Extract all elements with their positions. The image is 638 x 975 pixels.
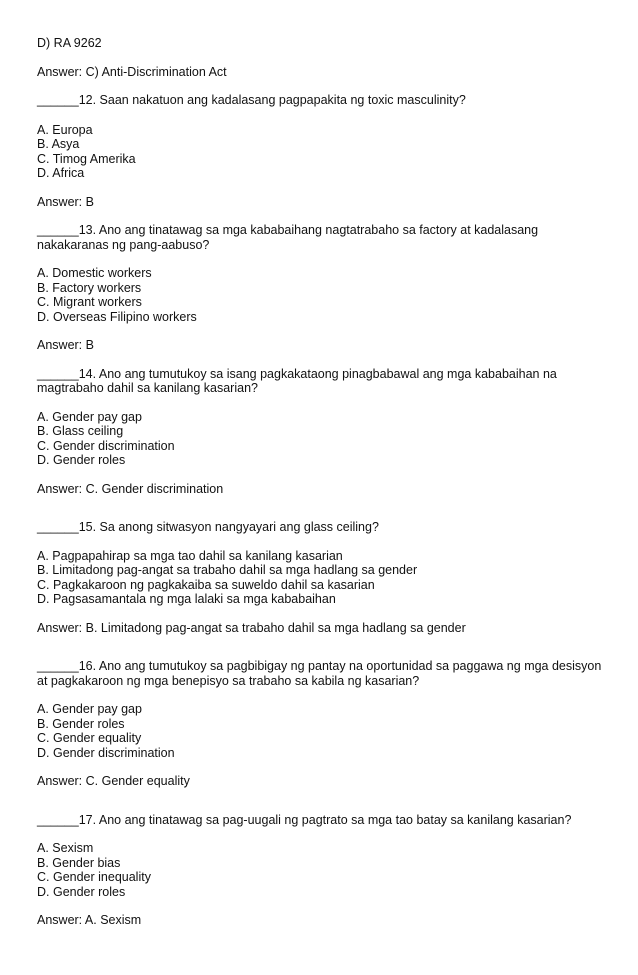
option-a: A. Domestic workers	[37, 266, 152, 280]
option-d: D. Gender discrimination	[37, 745, 175, 760]
option-d-prev: D) RA 9262	[37, 36, 102, 50]
option-c: C. Gender inequality	[37, 870, 151, 884]
answer-14: Answer: C. Gender discrimination	[37, 481, 224, 496]
option-d: D. Gender roles	[37, 884, 126, 899]
options-15	[37, 549, 607, 607]
question-17: ______17. Ano ang tinatawag sa pag-uugali ng pagtrato sa mga tao batay sa kanilang kasarian?	[37, 812, 572, 827]
option-c: C. Migrant workers	[37, 295, 142, 309]
option-a: A. Gender pay gap	[37, 702, 142, 716]
question-15: ______15. Sa anong sitwasyon nangyayari ang glass ceiling?	[37, 520, 379, 534]
answer-15: Answer: B. Limitadong pag-angat sa trabaho dahil sa mga hadlang sa gender	[37, 620, 466, 635]
question-12: ______12. Saan nakatuon ang kadalasang pagpapakita ng toxic masculinity?	[37, 93, 466, 107]
option-b: B. Limitadong pag-angat sa trabaho dahil sa mga hadlang sa gender	[37, 563, 418, 577]
options-16	[37, 702, 607, 760]
option-a: A. Sexism	[37, 841, 94, 855]
question-13: ______13. Ano ang tinatawag sa mga kababaihang nagtatrabaho sa factory at kadalasang nakakaranas ng pang-aabuso?	[37, 223, 542, 252]
options-17	[37, 841, 607, 899]
question-14: ______14. Ano ang tumutukoy sa isang pagkakataong pinagbabawal ang mga kababaihan na magtrabaho dahil sa kanilang kasarian?	[37, 366, 561, 395]
option-b: B. Gender bias	[37, 855, 121, 870]
option-c: C. Timog Amerika	[37, 151, 136, 166]
options-14	[37, 410, 607, 468]
question-16: ______16. Ano ang tumutukoy sa pagbibigay ng pantay na oportunidad sa paggawa ng mga desisyon at pagkakaroon ng mga benepisyo sa trabaho sa kabila ng kasarian?	[37, 659, 605, 688]
answer-12: Answer: B	[37, 194, 94, 209]
answer-17: Answer: A. Sexism	[37, 913, 142, 927]
options-13	[37, 266, 607, 324]
option-d: D. Pagsasamantala ng mga lalaki sa mga kababaihan	[37, 592, 336, 606]
option-c: C. Gender equality	[37, 731, 142, 745]
option-b: B. Gender roles	[37, 716, 125, 731]
answer-13: Answer: B	[37, 338, 94, 352]
option-d: D. Gender roles	[37, 453, 126, 467]
answer-prev: Answer: C) Anti-Discrimination Act	[37, 64, 227, 79]
options-12	[37, 123, 607, 181]
option-b: B. Asya	[37, 137, 80, 151]
option-c: C. Gender discrimination	[37, 438, 175, 453]
document-page	[37, 36, 607, 928]
option-d: D. Africa	[37, 166, 85, 180]
option-a: A. Gender pay gap	[37, 409, 142, 424]
option-b: B. Glass ceiling	[37, 424, 124, 438]
option-d: D. Overseas Filipino workers	[37, 309, 197, 324]
option-c: C. Pagkakaroon ng pagkakaiba sa suweldo dahil sa kasarian	[37, 577, 375, 592]
answer-16: Answer: C. Gender equality	[37, 774, 190, 788]
option-b: B. Factory workers	[37, 280, 142, 295]
option-a: A. Pagpapahirap sa mga tao dahil sa kanilang kasarian	[37, 548, 343, 563]
option-a: A. Europa	[37, 122, 93, 137]
